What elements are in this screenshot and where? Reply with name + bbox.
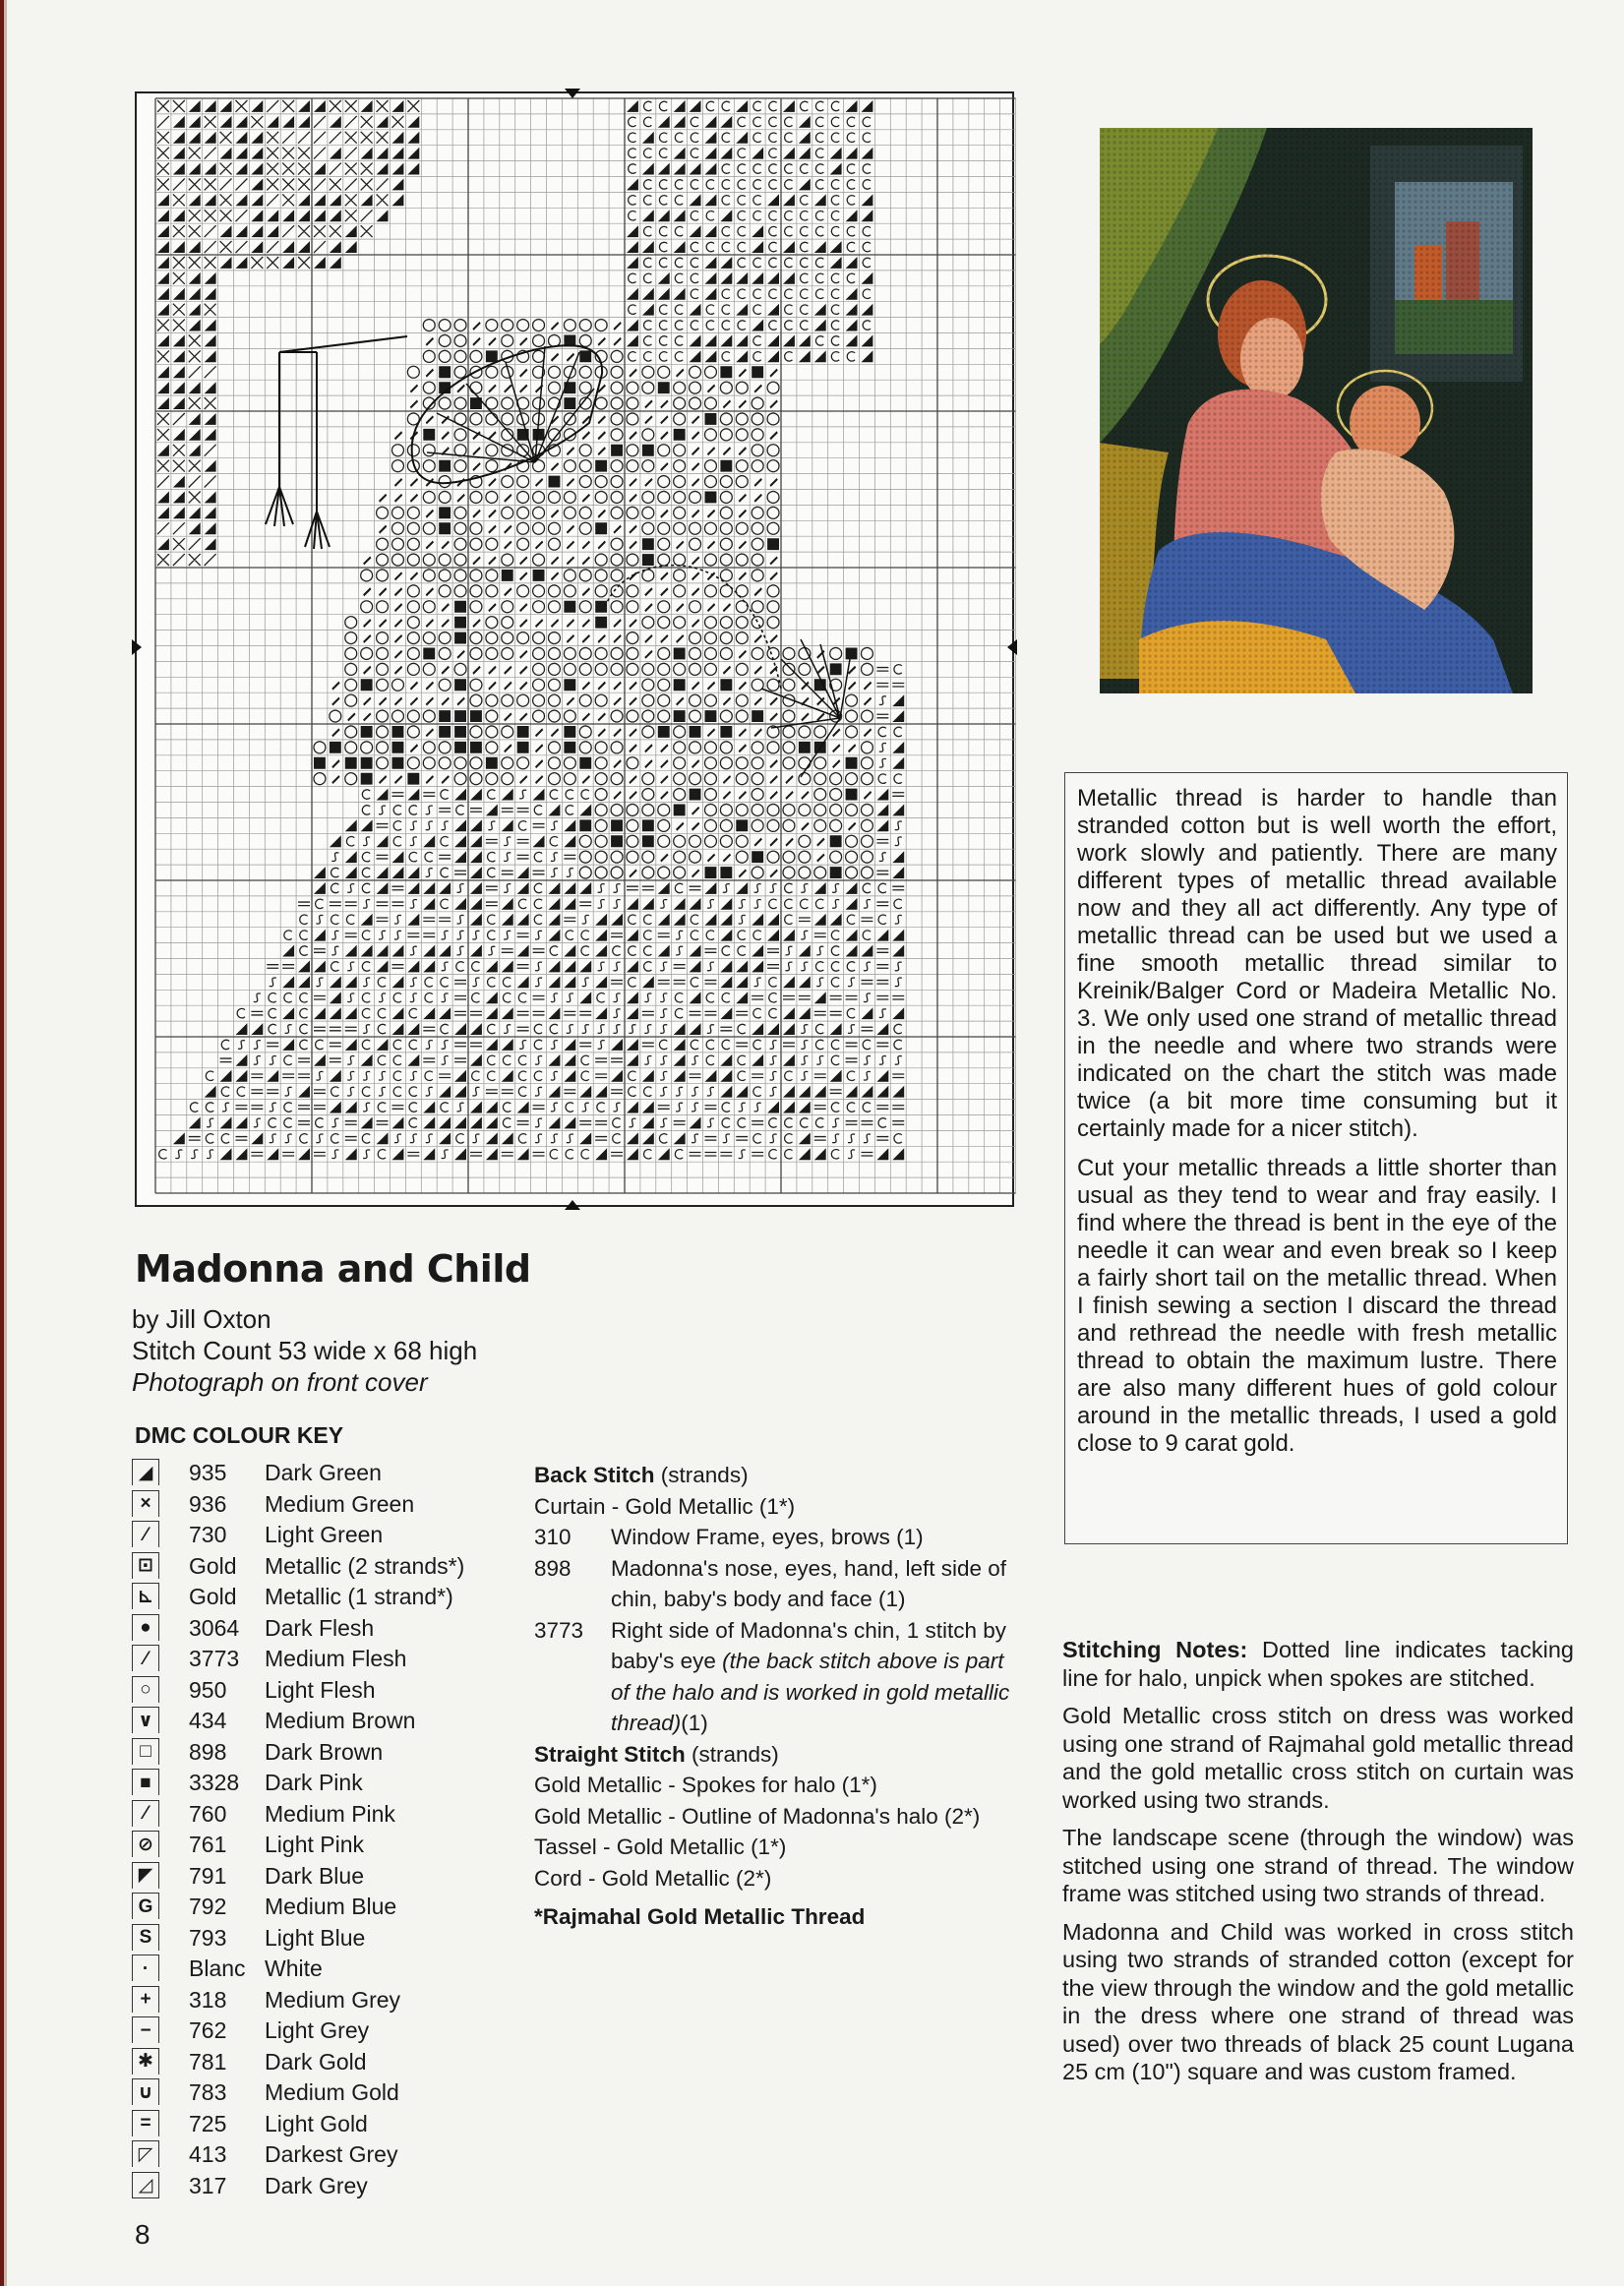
colour-name: Medium Green <box>265 1490 415 1517</box>
finished-stitch-photo <box>1100 128 1533 693</box>
dmc-code: 935 <box>189 1460 227 1485</box>
stitch-symbol-icon: ⁄ <box>132 1521 159 1547</box>
stitching-note: Gold Metallic cross stitch on dress was worked using one strand of Rajmahal gold metallic thread and the gold metallic cross stitch on curtain was worked using two strands. <box>1062 1703 1574 1813</box>
back-stitch-row <box>534 1553 1026 1615</box>
stitch-symbol-icon: ∨ <box>132 1707 159 1733</box>
back-stitch-row <box>534 1522 1026 1553</box>
colour-key-heading: DMC COLOUR KEY <box>135 1422 344 1448</box>
stitching-notes-label: Stitching Notes: <box>1062 1637 1248 1662</box>
stitching-note-intro <box>1062 1636 1574 1692</box>
page-number: 8 <box>135 2219 150 2250</box>
pattern-title: Madonna and Child <box>135 1247 531 1291</box>
stitch-symbol-icon: − <box>132 2016 159 2043</box>
colour-name: Light Blue <box>265 1924 366 1951</box>
dmc-code: Blanc <box>189 1955 246 1981</box>
stitch-symbol-icon: S <box>132 1924 159 1951</box>
dmc-code: 792 <box>189 1894 227 1919</box>
metallic-note-2: Cut your metallic threads a little shorter than usual as they tend to wear and fray easily. I find where the thread is bent in the eye of the needle it can wear and even break so I keep a fairly short tail on the metallic thread. When I finish sewing a section I discard the thread and rethread the needle with fresh metallic thread to obtain the maximum lustre. There are also many different hues of gold colour around in the metallic threads, I used a gold close to 9 carat gold. <box>1077 1155 1557 1457</box>
stitching-note: Madonna and Child was worked in cross stitch using two strands of stranded cotton (except for the view through the window and the gold metallic in the dress where one strand of thread was used) over two threads of black 25 count Lugana 25 cm (10") square and was custom framed. <box>1062 1918 1574 2084</box>
straight-stitch-item: Cord - Gold Metallic (2*) <box>534 1865 772 1891</box>
straight-stitch-item: Gold Metallic - Outline of Madonna's halo (2*) <box>534 1803 981 1829</box>
dmc-code: 936 <box>189 1490 227 1517</box>
author: by Jill Oxton <box>132 1304 271 1334</box>
stitch-instructions <box>534 1460 1026 1933</box>
stitch-symbol-icon: ⊾ <box>132 1583 159 1609</box>
pattern-info <box>132 1303 477 1398</box>
dmc-code: 3328 <box>189 1770 240 1795</box>
back-stitch-heading-suffix: (strands) <box>654 1463 749 1487</box>
dmc-code: 783 <box>189 2079 227 2105</box>
dmc-code: 781 <box>189 2048 227 2075</box>
dmc-code: 318 <box>189 1986 227 2013</box>
stitch-symbol-icon: = <box>132 2110 159 2136</box>
stitch-symbol-icon: ◸ <box>132 2140 159 2167</box>
colour-name: Dark Grey <box>265 2172 368 2198</box>
colour-name: White <box>265 1955 323 1981</box>
stitching-note: The landscape scene (through the window) was stitched using one strand of thread. The window frame was stitched using two strands of thread. <box>1062 1825 1574 1906</box>
back-stitch-text-3773 <box>534 1615 1026 1739</box>
colour-name: Darkest Grey <box>265 2141 398 2167</box>
dmc-code: 317 <box>189 2172 227 2198</box>
stitch-symbol-icon: × <box>132 1490 159 1517</box>
dmc-code: 761 <box>189 1832 227 1857</box>
stitch-symbol-icon: ✱ <box>132 2048 159 2075</box>
metallic-note-1: Metallic thread is harder to handle than stranded cotton but is well worth the effort, work slowly and patiently. There are many different types of metallic thread available now and they all act differently. Any type of metallic thread can be used but we used a fine smooth metallic thread similar to Kreinik/Balger Cord or Madeira Metallic No. 3. We only used one strand of metallic thread in the needle and where two strands were indicated on the chart the stitch was made twice (a bit more time consuming but it certainly made for a nicer stitch). <box>1077 785 1557 1142</box>
photo-note: Photograph on front cover <box>132 1367 428 1397</box>
stitching-notes <box>1062 1636 1574 2096</box>
stitching-note-first: Dotted line indicates tacking line for halo, unpick when spokes are stitched. <box>1062 1637 1574 1691</box>
page-edge-shadow <box>4 0 7 2286</box>
colour-name: Medium Blue <box>265 1894 397 1919</box>
stitch-count: Stitch Count 53 wide x 68 high <box>132 1336 478 1365</box>
back-stitch-code: 310 <box>534 1525 571 1549</box>
stitch-symbol-icon: · <box>132 1955 159 1981</box>
colour-name: Medium Brown <box>265 1708 416 1733</box>
cross-stitch-chart <box>132 89 1017 1210</box>
stitch-symbol-icon: ◢ <box>132 1459 159 1485</box>
dmc-code: 730 <box>189 1522 227 1547</box>
back-stitch-code: 898 <box>534 1555 571 1581</box>
dmc-code: Gold <box>189 1584 237 1609</box>
colour-name: Metallic (2 strands*) <box>265 1552 465 1579</box>
colour-name: Dark Pink <box>265 1770 363 1795</box>
dmc-code: 725 <box>189 2110 227 2136</box>
dmc-code: Gold <box>189 1552 237 1579</box>
dmc-code: 3064 <box>189 1614 240 1641</box>
colour-name: Metallic (1 strand*) <box>265 1584 453 1609</box>
dmc-code: 3773 <box>189 1646 240 1671</box>
straight-stitch-heading-suffix: (strands) <box>685 1741 779 1767</box>
stitch-symbol-icon: + <box>132 1986 159 2013</box>
dmc-code: 793 <box>189 1924 227 1951</box>
stitch-symbol-icon: ⁄ <box>132 1800 159 1827</box>
straight-stitch-heading: Straight Stitch <box>534 1741 686 1767</box>
stitch-symbol-icon: ○ <box>132 1676 159 1703</box>
colour-name: Light Green <box>265 1522 384 1547</box>
back-stitch-suffix: (1) <box>681 1711 708 1735</box>
metallic-thread-notes <box>1064 772 1568 1544</box>
stitch-symbol-icon: ⊘ <box>132 1831 159 1857</box>
dmc-code: 760 <box>189 1800 227 1827</box>
stitch-symbol-icon: ∪ <box>132 2078 159 2105</box>
colour-name: Dark Flesh <box>265 1614 375 1641</box>
back-stitch-text: Madonna's nose, eyes, hand, left side of chin, baby's body and face (1) <box>611 1555 1007 1611</box>
dmc-code: 413 <box>189 2141 227 2167</box>
back-stitch-row <box>534 1615 1026 1739</box>
colour-name: Dark Green <box>265 1460 382 1485</box>
dmc-code: 434 <box>189 1708 227 1733</box>
colour-name: Medium Pink <box>265 1800 395 1827</box>
colour-name: Medium Grey <box>265 1986 401 2013</box>
stitch-symbol-icon: ● <box>132 1614 159 1641</box>
stitch-symbol-icon: ◤ <box>132 1862 159 1889</box>
back-stitch-heading: Back Stitch <box>534 1463 655 1487</box>
colour-name: Dark Brown <box>265 1738 384 1765</box>
back-stitch-italic-note: (the back stitch above is part of the halo and is worked in gold metallic thread) <box>611 1649 1010 1735</box>
stitch-symbol-icon: ⊡ <box>132 1552 159 1579</box>
stitch-symbol-icon: ◿ <box>132 2172 159 2198</box>
stitch-symbol-icon: ■ <box>132 1769 159 1795</box>
stitch-symbol-icon: □ <box>132 1738 159 1765</box>
dmc-code: 791 <box>189 1862 227 1889</box>
back-stitch-text: Window Frame, eyes, brows (1) <box>611 1525 924 1549</box>
colour-name: Light Gold <box>265 2110 368 2136</box>
colour-name: Medium Gold <box>265 2079 399 2105</box>
dmc-code: 762 <box>189 2017 227 2043</box>
colour-name: Light Flesh <box>265 1676 376 1703</box>
colour-name: Light Grey <box>265 2017 370 2043</box>
colour-name: Medium Flesh <box>265 1646 407 1671</box>
colour-name: Dark Blue <box>265 1862 364 1889</box>
back-stitch-code: 3773 <box>534 1617 584 1643</box>
straight-stitch-item: Gold Metallic - Spokes for halo (1*) <box>534 1773 877 1797</box>
dmc-code: 898 <box>189 1738 227 1765</box>
footnote: *Rajmahal Gold Metallic Thread <box>534 1904 866 1929</box>
colour-name: Light Pink <box>265 1832 365 1857</box>
back-stitch-text: Right side of Madonna's chin, 1 stitch by baby's eye <box>611 1617 1007 1673</box>
stitch-symbol-icon: G <box>132 1893 159 1919</box>
colour-name: Dark Gold <box>265 2048 367 2075</box>
stitch-symbol-icon: ⁄ <box>132 1645 159 1671</box>
dmc-code: 950 <box>189 1676 227 1703</box>
back-stitch-curtain: Curtain - Gold Metallic (1*) <box>534 1493 796 1519</box>
straight-stitch-item: Tassel - Gold Metallic (1*) <box>534 1835 787 1859</box>
